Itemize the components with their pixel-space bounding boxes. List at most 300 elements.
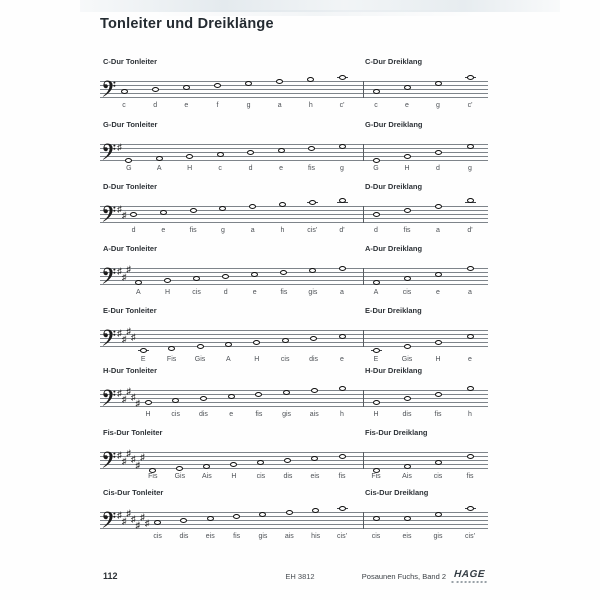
note-name: G [373, 165, 379, 172]
note-name: e [436, 289, 440, 296]
staff-line [100, 210, 488, 211]
whole-note [193, 276, 200, 281]
whole-note [404, 154, 411, 159]
staff-line [100, 276, 488, 277]
barline [363, 268, 364, 285]
note-name: H [404, 165, 410, 172]
whole-note [467, 454, 474, 459]
scan-artifact-band [80, 0, 560, 12]
staff-line [100, 512, 488, 513]
staff-line [100, 402, 488, 403]
whole-note [467, 334, 474, 339]
note-name: h [468, 411, 472, 418]
note-name: Gis [174, 473, 186, 480]
note-name: c [374, 102, 378, 109]
note-name: a [250, 227, 255, 234]
note-name: H [145, 411, 151, 418]
bass-clef-icon [102, 389, 116, 407]
note-name: d' [339, 227, 345, 234]
whole-note [135, 280, 142, 285]
sharp-sign: ♯ [140, 452, 145, 462]
note-name: h [280, 227, 285, 234]
whole-note [207, 516, 214, 521]
note-name: e [405, 102, 409, 109]
whole-note [176, 466, 183, 471]
barline [363, 330, 364, 347]
note-name: gis [433, 533, 443, 540]
note-name: H [231, 473, 237, 480]
whole-note [152, 87, 159, 92]
whole-note [467, 75, 474, 80]
staff-line [100, 272, 488, 273]
whole-note [467, 198, 474, 203]
staff [100, 448, 488, 480]
whole-note [404, 516, 411, 521]
sharp-sign: ♯ [117, 204, 122, 214]
note-name: a [468, 289, 472, 296]
whole-note [276, 79, 283, 84]
system-a-dur [0, 244, 600, 306]
note-name: Gis [401, 356, 413, 363]
whole-note [435, 460, 442, 465]
staff-line [100, 460, 488, 461]
whole-note [164, 278, 171, 283]
whole-note [154, 520, 161, 525]
note-name: A [156, 165, 162, 172]
whole-note [217, 152, 224, 157]
sharp-sign: ♯ [131, 392, 136, 402]
note-name: d [374, 227, 378, 234]
page-footer [0, 569, 600, 589]
staff [100, 386, 488, 418]
whole-note [373, 516, 380, 521]
note-name: g [436, 102, 440, 109]
note-name: fis [403, 227, 411, 234]
triad-label: Fis-Dur Dreiklang [365, 428, 428, 437]
note-name: A [136, 289, 141, 296]
whole-note [404, 276, 411, 281]
note-name: gis [308, 289, 318, 296]
note-name: ais [284, 533, 294, 540]
system-g-dur [0, 120, 600, 182]
staff-line [100, 334, 488, 335]
whole-note [435, 81, 442, 86]
note-name: eis [310, 473, 320, 480]
staff [100, 508, 488, 540]
staff-line [100, 330, 488, 331]
whole-note [286, 510, 293, 515]
note-name: fis [466, 473, 474, 480]
note-name: Gis [194, 356, 206, 363]
whole-note [251, 272, 258, 277]
note-name: Ais [402, 473, 412, 480]
staff-line [100, 214, 488, 215]
whole-note [255, 392, 262, 397]
whole-note [467, 386, 474, 391]
staff [100, 204, 488, 234]
note-name: H [187, 165, 193, 172]
whole-note [404, 208, 411, 213]
whole-note [228, 394, 235, 399]
whole-note [309, 268, 316, 273]
note-name: fis [338, 473, 346, 480]
note-name: fis [233, 533, 241, 540]
note-name: cis [433, 473, 443, 480]
sharp-sign: ♯ [131, 454, 136, 464]
staff-line [100, 93, 488, 94]
whole-note [259, 512, 266, 517]
note-name: A [226, 356, 231, 363]
note-name: eis [402, 533, 412, 540]
note-name: cis [402, 289, 412, 296]
staff-line [100, 528, 488, 529]
note-name: c [122, 102, 126, 109]
note-name: d [436, 165, 440, 172]
bass-clef-icon [102, 511, 116, 529]
whole-note [373, 468, 380, 473]
barline [363, 206, 364, 223]
note-name: e [340, 356, 344, 363]
barline [363, 390, 364, 407]
whole-note [339, 144, 346, 149]
whole-note [233, 514, 240, 519]
triad-label: G-Dur Dreiklang [365, 120, 423, 129]
whole-note [203, 464, 210, 469]
sharp-sign: ♯ [126, 448, 131, 458]
note-name: fis [308, 165, 316, 172]
whole-note [200, 396, 207, 401]
note-name: Ais [201, 473, 212, 480]
whole-note [145, 400, 152, 405]
staff-line [100, 148, 488, 149]
note-name: G [126, 165, 132, 172]
whole-note [404, 396, 411, 401]
whole-note [310, 336, 317, 341]
scale-label: H-Dur Tonleiter [103, 366, 158, 375]
scale-label: E-Dur Tonleiter [103, 306, 157, 315]
note-name: Fis [148, 473, 158, 480]
note-name: his [311, 533, 321, 540]
whole-note [373, 158, 380, 163]
staff-line [100, 516, 488, 517]
staff-line [100, 81, 488, 82]
note-name: gis [282, 411, 292, 418]
staff-line [100, 206, 488, 207]
staff-line [100, 346, 488, 347]
triad-label: E-Dur Dreiklang [365, 306, 422, 315]
note-name: e [161, 227, 166, 234]
bass-clef-icon [102, 205, 116, 223]
barline [363, 144, 364, 161]
whole-note [278, 148, 285, 153]
note-name: A [373, 289, 379, 296]
note-name: dis [402, 411, 412, 418]
sharp-sign: ♯ [117, 266, 122, 276]
barline [363, 81, 364, 98]
whole-note [404, 85, 411, 90]
note-name: E [373, 356, 379, 363]
note-name: a [436, 227, 440, 234]
page-number: 112 [103, 571, 118, 581]
whole-note [309, 200, 316, 205]
note-name: cis [192, 289, 201, 296]
staff-line [100, 218, 488, 219]
whole-note [247, 150, 254, 155]
note-name: H [373, 411, 379, 418]
note-name: dis [198, 411, 208, 418]
note-name: h [308, 102, 313, 109]
staff-line [100, 152, 488, 153]
note-name: cis' [337, 533, 347, 540]
note-name: a [340, 289, 344, 296]
whole-note [373, 89, 380, 94]
bass-clef-icon [102, 143, 116, 161]
whole-note [140, 348, 147, 353]
whole-note [282, 338, 289, 343]
sharp-sign: ♯ [126, 386, 131, 396]
note-name: g [340, 165, 344, 172]
staff-line [100, 394, 488, 395]
bass-clef-icon [102, 80, 116, 98]
whole-note [339, 386, 346, 391]
staff-line [100, 398, 488, 399]
whole-note [339, 454, 346, 459]
note-name: h [340, 411, 344, 418]
note-name: e [184, 102, 189, 109]
staff [100, 326, 488, 363]
triad-label: Cis-Dur Dreiklang [365, 488, 429, 497]
note-name: g [246, 102, 251, 109]
note-name: f [216, 102, 219, 109]
staff-line [100, 390, 488, 391]
sharp-sign: ♯ [117, 328, 122, 338]
staff-line [100, 97, 488, 98]
staff-line [100, 338, 488, 339]
sharp-sign: ♯ [121, 394, 127, 404]
whole-note [467, 506, 474, 511]
triad-label: H-Dur Dreiklang [365, 366, 423, 375]
system-d-dur [0, 182, 600, 244]
note-name: cis' [307, 227, 318, 234]
scale-label: A-Dur Tonleiter [103, 244, 158, 253]
note-name: d [248, 165, 253, 172]
sharp-sign: ♯ [131, 514, 136, 524]
whole-note [373, 280, 380, 285]
whole-note [121, 89, 128, 94]
note-name: E [140, 356, 146, 363]
whole-note [279, 202, 286, 207]
barline [363, 452, 364, 469]
whole-note [230, 462, 237, 467]
note-name: cis [256, 473, 266, 480]
staff [100, 142, 488, 172]
staff-line [100, 452, 488, 453]
note-name: dis [179, 533, 189, 540]
publisher-logo: HAGE [452, 569, 488, 583]
whole-note [160, 210, 167, 215]
staff-line [100, 342, 488, 343]
whole-note [130, 212, 137, 217]
staff-line [100, 456, 488, 457]
note-name: c [218, 165, 222, 172]
whole-note [186, 154, 193, 159]
sharp-sign: ♯ [126, 326, 131, 336]
sharp-sign: ♯ [117, 388, 122, 398]
sharp-sign: ♯ [135, 460, 141, 470]
whole-note [225, 342, 232, 347]
scale-label: Cis-Dur Tonleiter [103, 488, 164, 497]
sharp-sign: ♯ [131, 332, 136, 342]
whole-note [308, 146, 315, 151]
staff-line [100, 85, 488, 86]
system-cis-dur [0, 488, 600, 550]
whole-note [183, 85, 190, 90]
whole-note [307, 77, 314, 82]
bass-clef-icon [102, 451, 116, 469]
whole-note [435, 340, 442, 345]
note-name: fis [280, 289, 288, 296]
note-name: dis [283, 473, 293, 480]
system-h-dur [0, 366, 600, 428]
note-name: e [279, 165, 284, 172]
catalog-number: EH 3812 [285, 572, 315, 581]
system-fis-dur [0, 428, 600, 490]
whole-note [311, 456, 318, 461]
whole-note [312, 508, 319, 513]
sharp-sign: ♯ [144, 518, 150, 528]
sharp-sign: ♯ [117, 510, 122, 520]
whole-note [284, 458, 291, 463]
whole-note [339, 75, 346, 80]
whole-note [172, 398, 179, 403]
whole-note [373, 212, 380, 217]
sharp-sign: ♯ [135, 398, 141, 408]
note-name: e [252, 289, 257, 296]
whole-note [435, 272, 442, 277]
staff [100, 81, 488, 109]
note-name: c' [467, 102, 473, 109]
whole-note [404, 344, 411, 349]
whole-note [467, 266, 474, 271]
note-name: d' [467, 227, 473, 234]
note-name: cis [280, 356, 290, 363]
note-name: H [254, 356, 260, 363]
staff-line [100, 222, 488, 223]
whole-note [339, 506, 346, 511]
whole-note [339, 266, 346, 271]
note-name: gis [258, 533, 268, 540]
triad-label: A-Dur Dreiklang [365, 244, 423, 253]
note-name: fis [255, 411, 263, 418]
sharp-sign: ♯ [121, 334, 127, 344]
barline [363, 512, 364, 529]
note-name: fis [434, 411, 442, 418]
note-name: Fis [166, 356, 177, 363]
system-e-dur [0, 306, 600, 368]
whole-note [214, 83, 221, 88]
whole-note [435, 204, 442, 209]
staff-line [100, 406, 488, 407]
sharp-sign: ♯ [121, 272, 127, 282]
note-name: c' [339, 102, 345, 109]
whole-note [168, 346, 175, 351]
whole-note [257, 460, 264, 465]
sharp-sign: ♯ [117, 450, 122, 460]
whole-note [404, 464, 411, 469]
note-name: d [223, 289, 228, 296]
note-name: eis [205, 533, 215, 540]
page-title: Tonleiter und Dreiklänge [100, 16, 274, 32]
whole-note [249, 204, 256, 209]
sharp-sign: ♯ [121, 210, 127, 220]
triad-label: C-Dur Dreiklang [365, 57, 423, 66]
whole-note [467, 144, 474, 149]
whole-note [219, 206, 226, 211]
whole-note [339, 334, 346, 339]
scale-label: D-Dur Tonleiter [103, 182, 158, 191]
whole-note [435, 392, 442, 397]
whole-note [197, 344, 204, 349]
note-name: Fis [371, 473, 381, 480]
whole-note [280, 270, 287, 275]
sharp-sign: ♯ [117, 142, 122, 152]
book-title: Posaunen Fuchs, Band 2 [361, 572, 446, 581]
sharp-sign: ♯ [126, 508, 131, 518]
whole-note [373, 348, 380, 353]
sharp-sign: ♯ [126, 264, 131, 274]
bass-clef-icon [102, 329, 116, 347]
triad-label: D-Dur Dreiklang [365, 182, 423, 191]
whole-note [435, 150, 442, 155]
note-name: H [164, 289, 171, 296]
whole-note [373, 400, 380, 405]
note-name: g [468, 165, 472, 172]
sharp-sign: ♯ [135, 520, 141, 530]
staff-line [100, 464, 488, 465]
note-name: cis [171, 411, 180, 418]
staff-line [100, 280, 488, 281]
whole-note [311, 388, 318, 393]
note-name: dis [309, 356, 319, 363]
note-name: ais [309, 411, 319, 418]
staff-line [100, 268, 488, 269]
note-name: fis [189, 227, 197, 234]
note-name: d [153, 102, 158, 109]
whole-note [149, 468, 156, 473]
note-name: e [229, 411, 234, 418]
staff-line [100, 144, 488, 145]
note-name: a [277, 102, 282, 109]
whole-note [283, 390, 290, 395]
scale-label: Fis-Dur Tonleiter [103, 428, 163, 437]
scale-label: C-Dur Tonleiter [103, 57, 158, 66]
note-name: cis [153, 533, 162, 540]
scale-label: G-Dur Tonleiter [103, 120, 158, 129]
note-name: e [468, 356, 472, 363]
note-name: H [435, 356, 441, 363]
whole-note [222, 274, 229, 279]
whole-note [245, 81, 252, 86]
note-name: cis' [465, 533, 475, 540]
staff [100, 264, 488, 296]
whole-note [125, 158, 132, 163]
sharp-sign: ♯ [121, 516, 127, 526]
whole-note [190, 208, 197, 213]
note-name: d [131, 227, 136, 234]
sharp-sign: ♯ [121, 456, 127, 466]
whole-note [180, 518, 187, 523]
bass-clef-icon [102, 267, 116, 285]
